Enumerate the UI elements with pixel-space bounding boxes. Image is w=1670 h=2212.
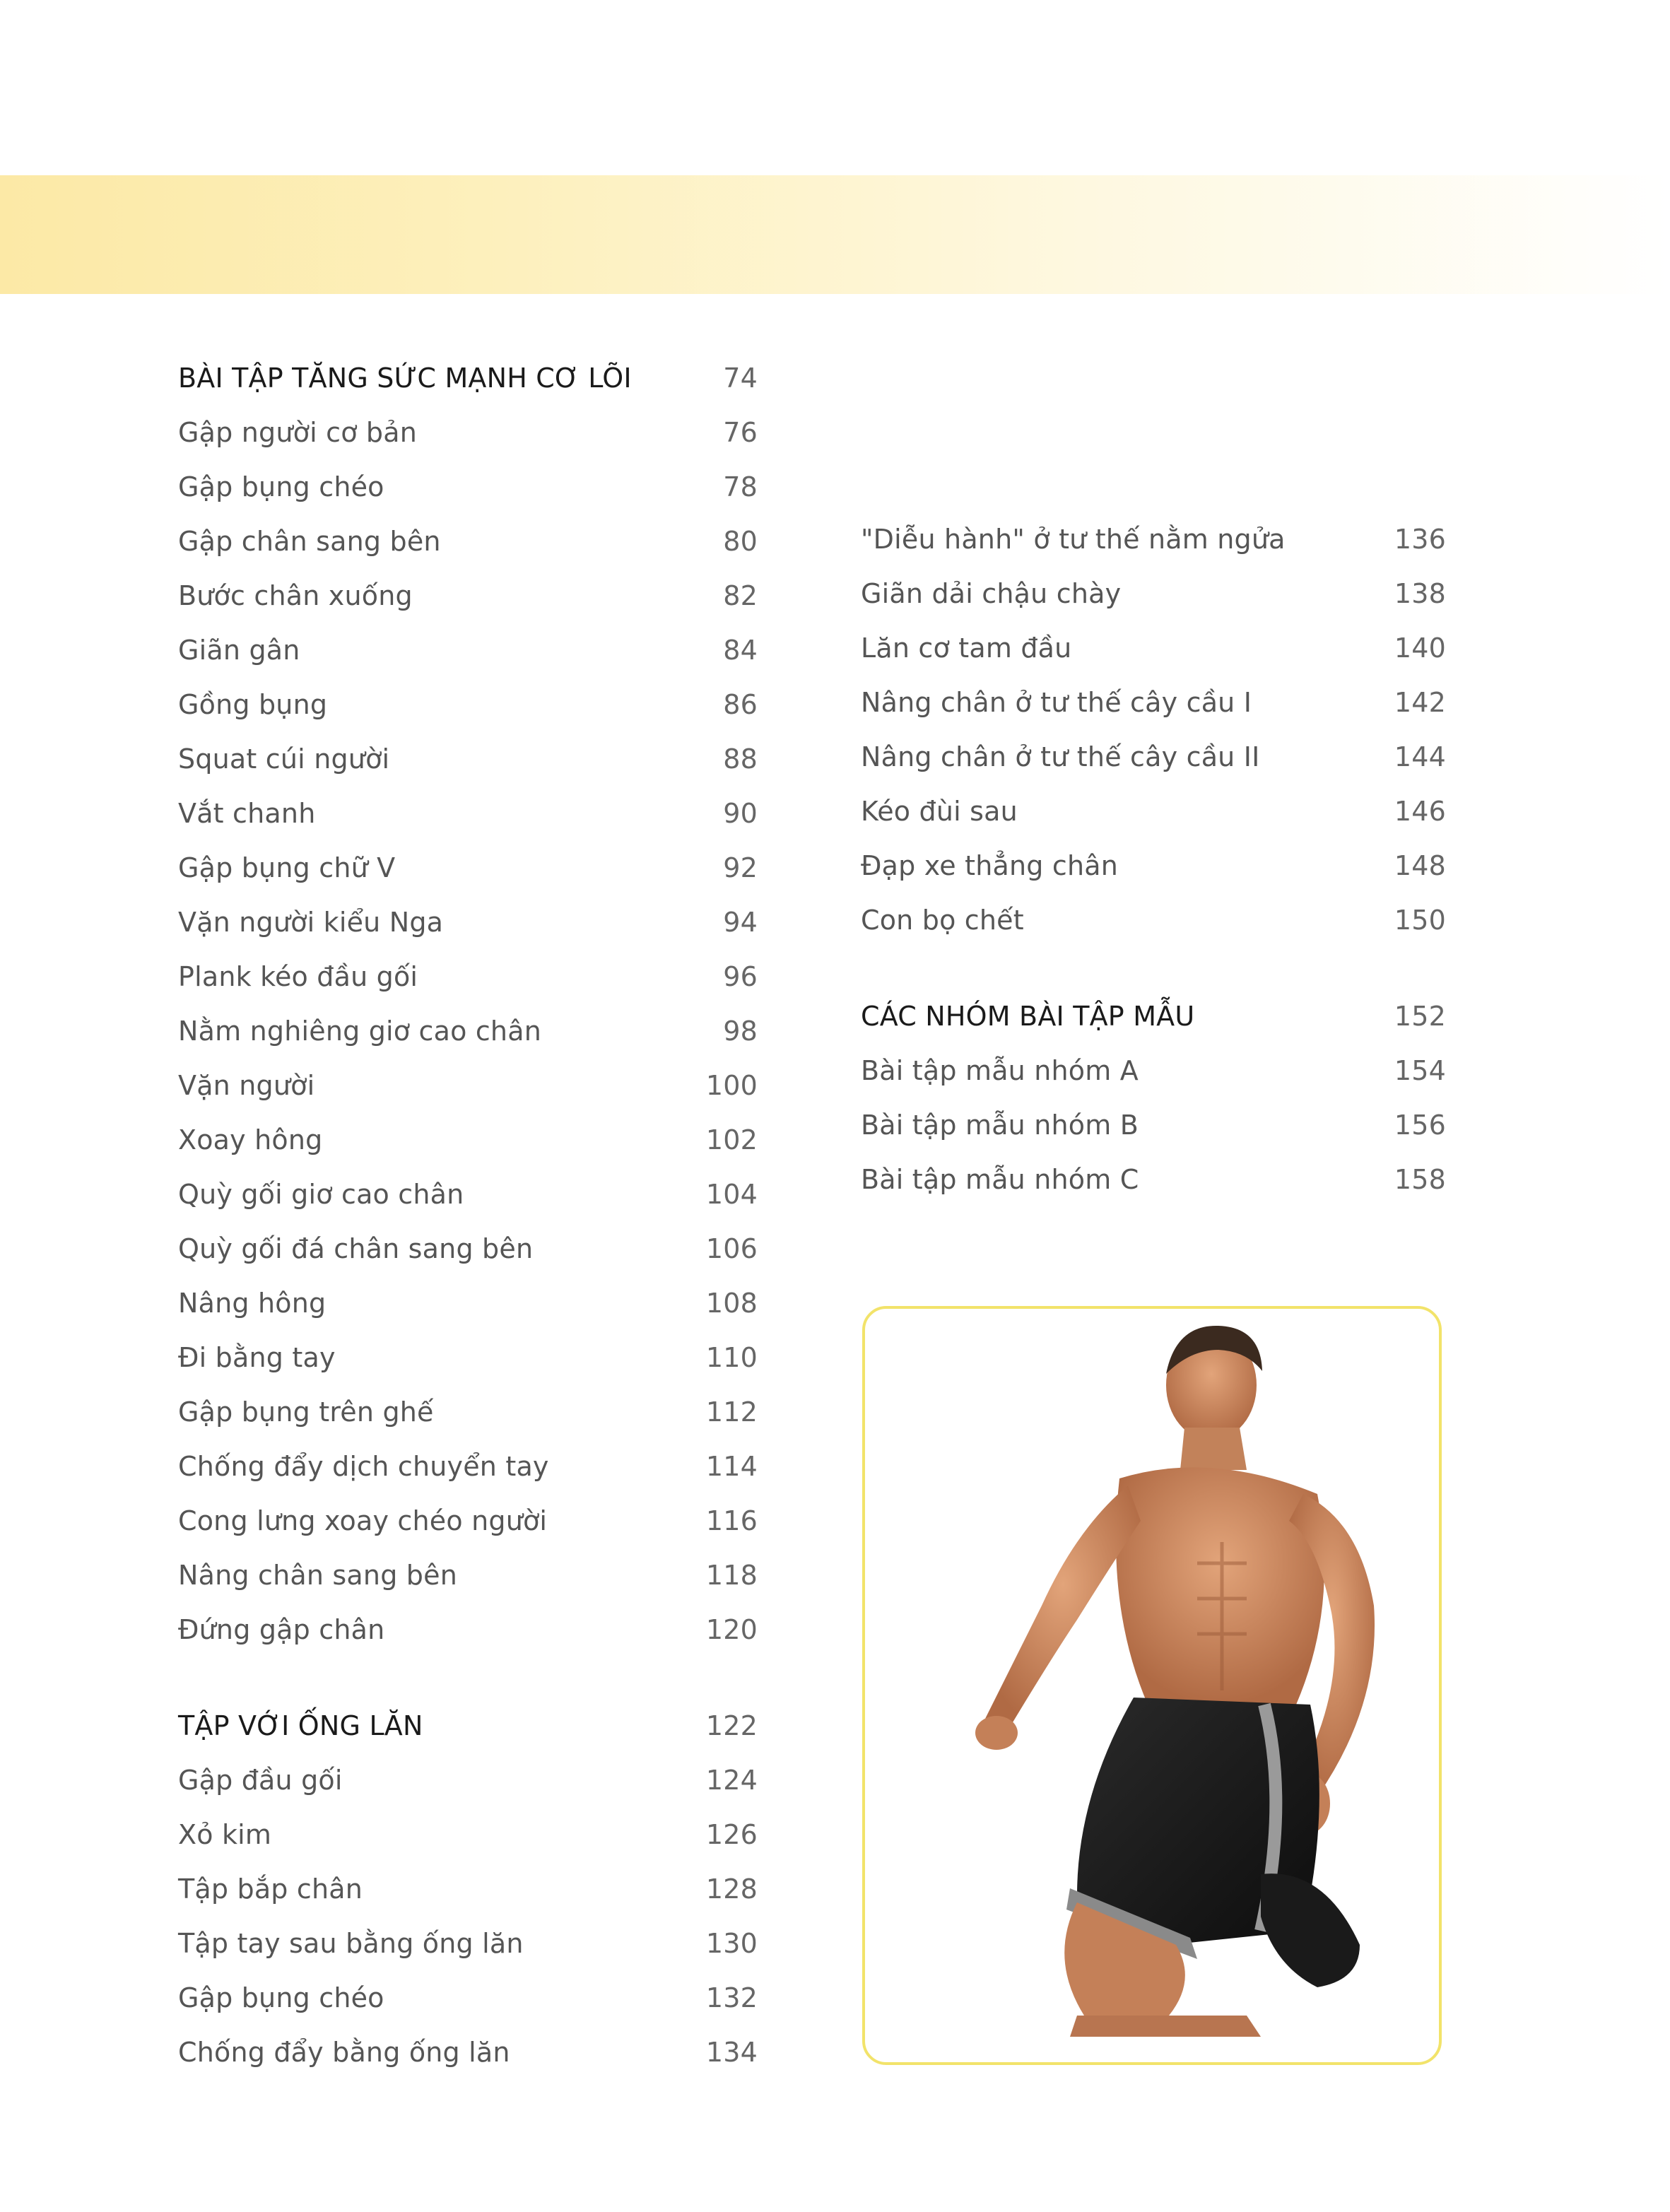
toc-entry[interactable]: [861, 566, 1446, 620]
page-number: 152: [1394, 1000, 1446, 1032]
toc-item-label: Squat cúi người: [178, 743, 390, 775]
toc-item-label: Quỳ gối giơ cao chân: [178, 1178, 464, 1210]
toc-entry[interactable]: [178, 1970, 758, 2025]
page-number: 132: [705, 1982, 758, 2013]
toc-item-label: "Diễu hành" ở tư thế nằm ngửa: [861, 523, 1286, 555]
page-number: 84: [723, 634, 758, 666]
toc-item-label: Gập bụng trên ghế: [178, 1396, 434, 1428]
page-number: 146: [1394, 795, 1446, 827]
toc-item-label: Nâng chân sang bên: [178, 1559, 457, 1591]
toc-entry[interactable]: [178, 1330, 758, 1384]
toc-item-label: Plank kéo đầu gối: [178, 960, 418, 992]
toc-entry[interactable]: [178, 459, 758, 514]
page-number: 156: [1394, 1109, 1446, 1141]
toc-entry[interactable]: [178, 623, 758, 677]
toc-item-label: Gồng bụng: [178, 688, 328, 720]
toc-section-heading[interactable]: [861, 989, 1446, 1043]
toc-item-label: Đi bằng tay: [178, 1341, 336, 1373]
toc-entry[interactable]: [178, 514, 758, 568]
toc-item-label: Chống đẩy bằng ống lăn: [178, 2036, 510, 2068]
page-number: 104: [705, 1178, 758, 1210]
toc-entry[interactable]: [178, 1439, 758, 1493]
toc-item-label: Đạp xe thẳng chân: [861, 849, 1119, 881]
toc-item-label: Gập bụng chéo: [178, 471, 384, 502]
page-number: 94: [723, 906, 758, 938]
toc-section-heading[interactable]: [178, 1698, 758, 1753]
toc-item-label: Kéo đùi sau: [861, 795, 1018, 827]
toc-item-label: Nằm nghiêng giơ cao chân: [178, 1015, 541, 1047]
toc-entry[interactable]: [178, 2025, 758, 2079]
page-number: 118: [705, 1559, 758, 1591]
toc-item-label: Vặn người: [178, 1069, 315, 1101]
page-number: 114: [705, 1450, 758, 1482]
toc-item-label: Tập tay sau bằng ống lăn: [178, 1927, 524, 1959]
toc-item-label: Cong lưng xoay chéo người: [178, 1505, 548, 1536]
toc-entry[interactable]: [178, 1384, 758, 1439]
toc-item-label: Xỏ kim: [178, 1818, 272, 1850]
toc-entry[interactable]: [861, 620, 1446, 675]
toc-entry[interactable]: [178, 1058, 758, 1112]
toc-entry[interactable]: [861, 838, 1446, 893]
toc-item-label: Bước chân xuống: [178, 580, 413, 611]
toc-item-label: Nâng chân ở tư thế cây cầu I: [861, 686, 1252, 718]
toc-item-label: Gập chân sang bên: [178, 525, 441, 557]
page-number: 154: [1394, 1054, 1446, 1086]
page-number: 116: [705, 1505, 758, 1536]
page-number: 108: [705, 1287, 758, 1319]
toc-item-label: Tập bắp chân: [178, 1873, 363, 1905]
page-number: 80: [723, 525, 758, 557]
toc-entry[interactable]: [178, 405, 758, 459]
toc-entry[interactable]: [178, 895, 758, 949]
toc-entry[interactable]: [861, 1152, 1446, 1206]
page-number: 74: [723, 362, 758, 394]
toc-entry[interactable]: [861, 729, 1446, 784]
toc-item-label: Gập người cơ bản: [178, 416, 418, 448]
toc-entry[interactable]: [861, 893, 1446, 947]
exercise-photo-frame: [862, 1306, 1442, 2065]
toc-entry[interactable]: [178, 1004, 758, 1058]
toc-item-label: Giãn gân: [178, 634, 300, 666]
toc-entry[interactable]: [178, 949, 758, 1004]
page-number: 112: [705, 1396, 758, 1428]
page-number: 124: [705, 1764, 758, 1796]
toc-section-heading[interactable]: [178, 351, 758, 405]
page-number: 122: [705, 1710, 758, 1741]
toc-entry[interactable]: [178, 568, 758, 623]
kneeling-man-photo: [865, 1309, 1439, 2062]
toc-item-label: Đứng gập chân: [178, 1613, 385, 1645]
toc-item-label: Giãn dải chậu chày: [861, 577, 1122, 609]
section-heading-label: CÁC NHÓM BÀI TẬP MẪU: [861, 1000, 1195, 1032]
toc-item-label: Chống đẩy dịch chuyển tay: [178, 1450, 549, 1482]
toc-entry[interactable]: [178, 1916, 758, 1970]
header-color-band: [0, 175, 1670, 294]
page-number: 142: [1394, 686, 1446, 718]
page-number: 148: [1394, 849, 1446, 881]
toc-entry[interactable]: [178, 731, 758, 786]
toc-item-label: Vắt chanh: [178, 797, 316, 829]
page-number: 138: [1394, 577, 1446, 609]
toc-entry[interactable]: [861, 1098, 1446, 1152]
toc-entry[interactable]: [178, 1548, 758, 1602]
toc-entry[interactable]: [178, 1276, 758, 1330]
page-number: 78: [723, 471, 758, 502]
page-number: 92: [723, 852, 758, 883]
page-number: 130: [705, 1927, 758, 1959]
toc-entry[interactable]: [178, 786, 758, 840]
toc-entry[interactable]: [178, 1493, 758, 1548]
page-number: 86: [723, 688, 758, 720]
page-number: 82: [723, 580, 758, 611]
page-number: 100: [705, 1069, 758, 1101]
toc-item-label: Bài tập mẫu nhóm C: [861, 1163, 1139, 1195]
page-number: 144: [1394, 741, 1446, 772]
toc-entry[interactable]: [178, 1167, 758, 1221]
toc-entry[interactable]: [861, 1043, 1446, 1098]
toc-item-label: Gập bụng chéo: [178, 1982, 384, 2013]
page-number: 126: [705, 1818, 758, 1850]
toc-entry[interactable]: [178, 1861, 758, 1916]
toc-entry[interactable]: [178, 1112, 758, 1167]
page-number: 106: [705, 1233, 758, 1264]
page-number: 136: [1394, 523, 1446, 555]
toc-entry[interactable]: [178, 840, 758, 895]
toc-entry[interactable]: [178, 677, 758, 731]
toc-entry[interactable]: [861, 675, 1446, 729]
toc-item-label: Bài tập mẫu nhóm B: [861, 1109, 1139, 1141]
page-number: 140: [1394, 632, 1446, 664]
page-number: 158: [1394, 1163, 1446, 1195]
toc-entry[interactable]: [178, 1807, 758, 1861]
page-number: 88: [723, 743, 758, 775]
page-number: 120: [705, 1613, 758, 1645]
toc-item-label: Quỳ gối đá chân sang bên: [178, 1233, 534, 1264]
toc-item-label: Gập bụng chữ V: [178, 852, 396, 883]
page-number: 102: [705, 1124, 758, 1155]
page-number: 110: [705, 1341, 758, 1373]
toc-item-label: Nâng chân ở tư thế cây cầu II: [861, 741, 1260, 772]
toc-item-label: Vặn người kiểu Nga: [178, 906, 444, 938]
toc-item-label: Nâng hông: [178, 1287, 327, 1319]
toc-entry[interactable]: [861, 784, 1446, 838]
toc-left-column: [178, 351, 758, 2079]
page-number: 96: [723, 960, 758, 992]
section-heading-label: TẬP VỚI ỐNG LĂN: [178, 1710, 423, 1741]
toc-item-label: Lăn cơ tam đầu: [861, 632, 1072, 664]
page-number: 150: [1394, 904, 1446, 936]
section-heading-label: BÀI TẬP TĂNG SỨC MẠNH CƠ LÕI: [178, 362, 632, 394]
toc-entry[interactable]: [861, 512, 1446, 566]
toc-entry[interactable]: [178, 1602, 758, 1657]
page-number: 98: [723, 1015, 758, 1047]
toc-item-label: Con bọ chết: [861, 904, 1024, 936]
page-number: 76: [723, 416, 758, 448]
toc-item-label: Xoay hông: [178, 1124, 323, 1155]
page-number: 134: [705, 2036, 758, 2068]
toc-entry[interactable]: [178, 1753, 758, 1807]
toc-entry[interactable]: [178, 1221, 758, 1276]
page-number: 90: [723, 797, 758, 829]
page-number: 128: [705, 1873, 758, 1905]
toc-right-column: [861, 512, 1446, 1206]
toc-item-label: Gập đầu gối: [178, 1764, 343, 1796]
toc-item-label: Bài tập mẫu nhóm A: [861, 1054, 1139, 1086]
